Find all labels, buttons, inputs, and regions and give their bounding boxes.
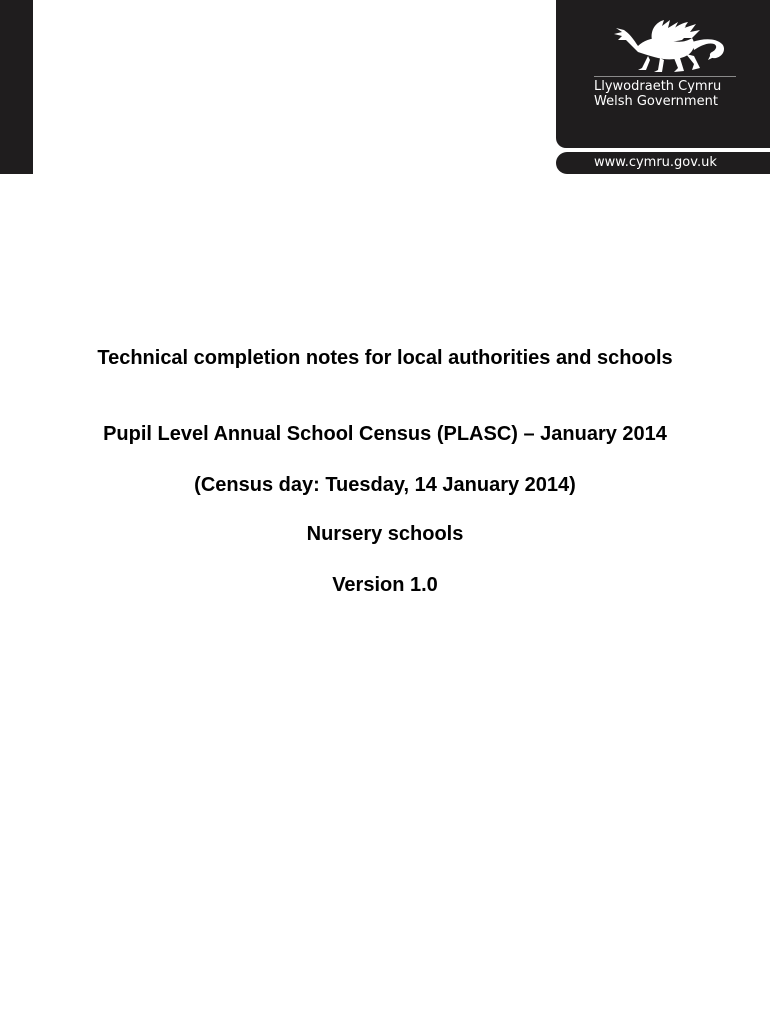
census-day: (Census day: Tuesday, 14 January 2014) (194, 474, 576, 496)
logo-divider (594, 76, 736, 77)
website-url: www.cymru.gov.uk (594, 155, 717, 170)
logo-text (594, 79, 721, 109)
document-title: Technical completion notes for local authorities and schools (97, 347, 673, 369)
logo-welsh-name: Llywodraeth Cymru (594, 79, 722, 94)
logo-english-name: Welsh Government (594, 94, 718, 109)
welsh-government-logo (556, 0, 770, 148)
left-decorative-bar (0, 0, 33, 174)
school-type: Nursery schools (306, 523, 464, 545)
welsh-dragon-icon (608, 16, 732, 74)
census-title: Pupil Level Annual School Census (PLASC) – January 2014 (103, 423, 667, 445)
document-version: Version 1.0 (332, 574, 438, 596)
website-bar (556, 152, 770, 174)
